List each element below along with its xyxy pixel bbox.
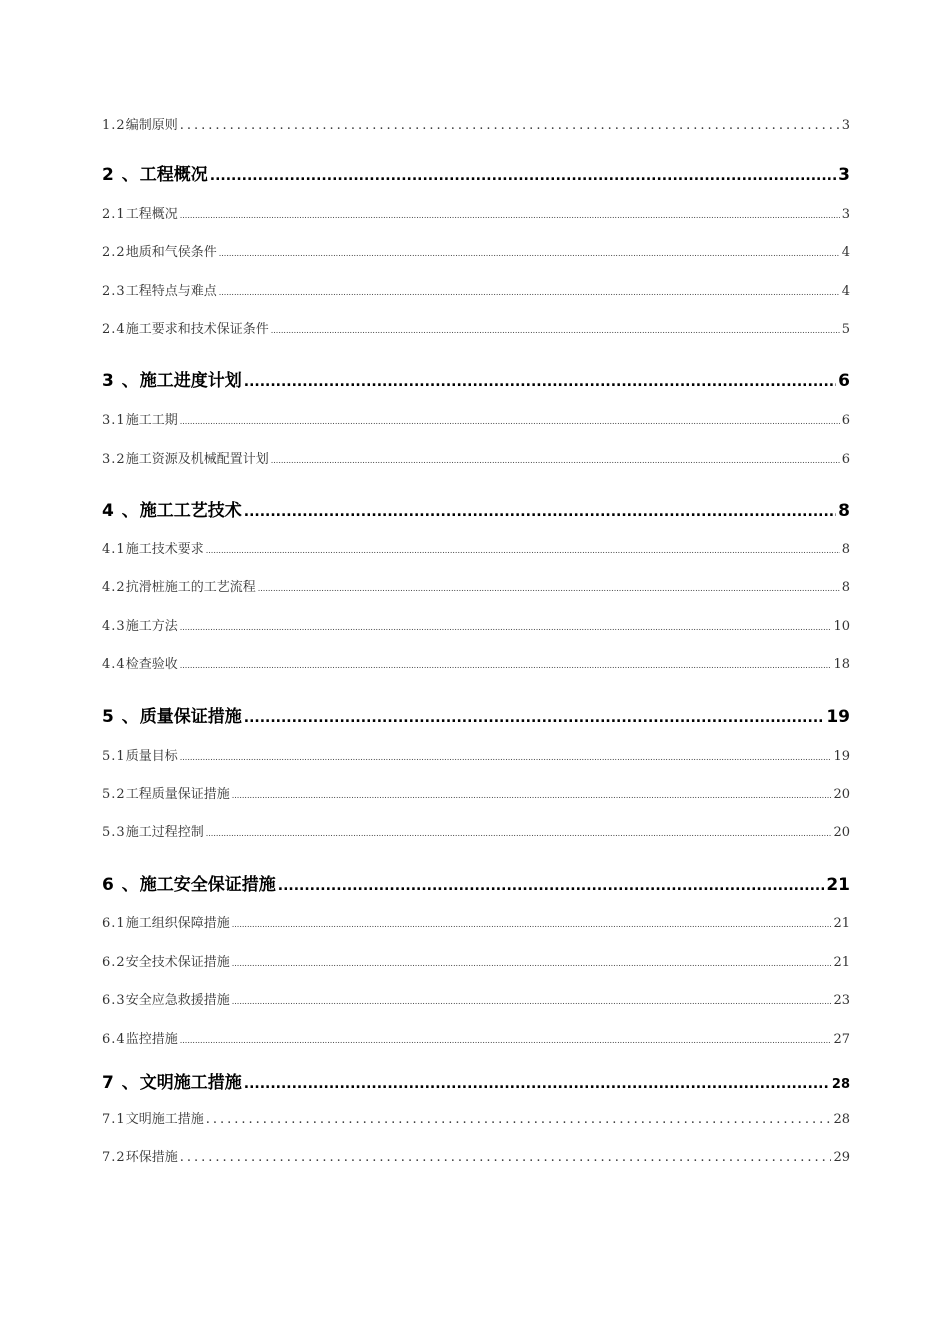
toc-section-entry[interactable]	[102, 114, 850, 133]
toc-entry-number: 2.4	[102, 322, 126, 337]
toc-entry-title: 检查验收	[125, 657, 178, 672]
toc-entry-title: 安全应急救援措施	[125, 993, 230, 1008]
toc-entry-number: 5 、	[102, 707, 140, 727]
toc-entry-number: 3 、	[102, 371, 140, 391]
toc-section-entry[interactable]	[102, 409, 850, 428]
toc-entry-number: 2 、	[102, 165, 140, 185]
toc-page-number: 8	[841, 580, 850, 595]
toc-entry-title: 环保措施	[125, 1150, 178, 1165]
toc-entry-title: 施工技术要求	[125, 542, 204, 557]
toc-dot-leader	[206, 1112, 832, 1127]
toc-entry-number: 6 、	[102, 875, 140, 895]
toc-dot-leader	[180, 118, 840, 133]
toc-entry-number: 2.3	[102, 284, 126, 299]
toc-entry-title: 施工进度计划	[139, 371, 242, 391]
toc-entry-title: 施工过程控制	[125, 825, 204, 840]
toc-entry-title: 施工组织保障措施	[125, 916, 230, 931]
toc-page-number: 10	[833, 619, 850, 634]
toc-entry-title: 工程概况	[125, 207, 178, 222]
toc-dot-leader	[206, 829, 832, 838]
toc-entry-title: 工程特点与难点	[125, 284, 217, 299]
toc-page-number: 4	[841, 284, 850, 299]
toc-entry-title: 监控措施	[125, 1032, 178, 1047]
toc-entry-title: 施工资源及机械配置计划	[125, 452, 269, 467]
toc-page-number: 19	[833, 749, 850, 764]
toc-page-number: 23	[833, 993, 850, 1008]
toc-page-number: 6	[838, 371, 850, 391]
toc-dot-leader	[244, 710, 825, 726]
toc-section-entry[interactable]	[102, 318, 850, 337]
toc-section-entry[interactable]	[102, 1108, 850, 1127]
toc-section-entry[interactable]	[102, 989, 850, 1008]
toc-entry-title: 质量目标	[125, 749, 178, 764]
toc-page-number: 21	[833, 916, 850, 931]
toc-page-number: 20	[833, 787, 850, 802]
toc-section-entry[interactable]	[102, 912, 850, 931]
toc-page-number: 18	[833, 657, 850, 672]
toc-entry-title: 工程质量保证措施	[125, 787, 230, 802]
toc-page-number: 21	[826, 875, 850, 895]
toc-dot-leader	[271, 456, 840, 465]
toc-chapter-entry[interactable]	[102, 702, 850, 727]
toc-section-entry[interactable]	[102, 280, 850, 299]
toc-entry-number: 4 、	[102, 501, 140, 521]
toc-dot-leader	[219, 249, 840, 258]
toc-dot-leader	[180, 1150, 832, 1165]
toc-entry-number: 3.2	[102, 452, 126, 467]
toc-page-number: 6	[841, 413, 850, 428]
toc-page-number: 29	[833, 1150, 850, 1165]
toc-entry-title: 工程概况	[139, 165, 208, 185]
toc-entry-number: 6.1	[102, 916, 126, 931]
toc-entry-title: 文明施工措施	[125, 1112, 204, 1127]
toc-dot-leader	[180, 623, 832, 632]
toc-entry-number: 6.2	[102, 955, 126, 970]
toc-dot-leader	[180, 753, 832, 762]
toc-section-entry[interactable]	[102, 203, 850, 222]
toc-chapter-entry[interactable]	[102, 1068, 850, 1093]
toc-chapter-entry[interactable]	[102, 496, 850, 521]
toc-section-entry[interactable]	[102, 951, 850, 970]
toc-page-number: 28	[833, 1112, 850, 1127]
toc-entry-title: 安全技术保证措施	[125, 955, 230, 970]
toc-entry-number: 3.1	[102, 413, 126, 428]
toc-entry-number: 2.2	[102, 245, 126, 260]
toc-entry-number: 7 、	[102, 1073, 140, 1093]
toc-dot-leader	[244, 374, 836, 390]
toc-dot-leader	[232, 997, 832, 1006]
toc-entry-number: 5.1	[102, 749, 126, 764]
toc-section-entry[interactable]	[102, 576, 850, 595]
toc-entry-title: 施工方法	[125, 619, 178, 634]
toc-dot-leader	[244, 504, 836, 520]
toc-dot-leader	[180, 211, 840, 220]
toc-dot-leader	[232, 959, 832, 968]
toc-dot-leader	[271, 326, 840, 335]
toc-section-entry[interactable]	[102, 538, 850, 557]
toc-page-number: 19	[826, 707, 850, 727]
toc-page-number: 6	[841, 452, 850, 467]
toc-section-entry[interactable]	[102, 241, 850, 260]
toc-section-entry[interactable]	[102, 1146, 850, 1165]
toc-entry-number: 4.4	[102, 657, 126, 672]
toc-section-entry[interactable]	[102, 448, 850, 467]
toc-entry-title: 施工工期	[125, 413, 178, 428]
toc-page-number: 21	[833, 955, 850, 970]
toc-section-entry[interactable]	[102, 783, 850, 802]
toc-page-number: 3	[838, 165, 850, 185]
toc-page-number: 8	[838, 501, 850, 521]
toc-dot-leader	[180, 1036, 832, 1045]
toc-section-entry[interactable]	[102, 615, 850, 634]
toc-entry-title: 施工工艺技术	[139, 501, 242, 521]
toc-entry-title: 地质和气侯条件	[125, 245, 217, 260]
toc-dot-leader	[258, 584, 840, 593]
toc-entry-number: 4.3	[102, 619, 126, 634]
toc-section-entry[interactable]	[102, 821, 850, 840]
toc-page-number: 3	[841, 118, 850, 133]
toc-section-entry[interactable]	[102, 1028, 850, 1047]
toc-chapter-entry[interactable]	[102, 160, 850, 185]
toc-entry-number: 5.3	[102, 825, 126, 840]
toc-chapter-entry[interactable]	[102, 870, 850, 895]
toc-entry-number: 5.2	[102, 787, 126, 802]
toc-page-number: 28	[831, 1077, 850, 1092]
toc-dot-leader	[210, 168, 836, 184]
toc-page-number: 8	[841, 542, 850, 557]
toc-entry-number: 7.1	[102, 1112, 126, 1127]
toc-entry-number: 6.3	[102, 993, 126, 1008]
toc-entry-number: 4.1	[102, 542, 126, 557]
toc-page-number: 4	[841, 245, 850, 260]
toc-dot-leader	[219, 288, 840, 297]
toc-entry-number: 7.2	[102, 1150, 126, 1165]
toc-entry-title: 编制原则	[125, 118, 178, 133]
toc-page-number: 27	[833, 1032, 850, 1047]
toc-page-number: 3	[841, 207, 850, 222]
toc-entry-title: 施工安全保证措施	[139, 875, 276, 895]
toc-section-entry[interactable]	[102, 745, 850, 764]
toc-entry-number: 4.2	[102, 580, 126, 595]
toc-entry-title: 施工要求和技术保证条件	[125, 322, 269, 337]
toc-entry-number: 2.1	[102, 207, 126, 222]
toc-entry-number: 6.4	[102, 1032, 126, 1047]
toc-entry-title: 文明施工措施	[139, 1073, 242, 1093]
toc-dot-leader	[278, 878, 825, 894]
toc-dot-leader	[244, 1076, 830, 1092]
toc-dot-leader	[180, 417, 840, 426]
toc-section-entry[interactable]	[102, 653, 850, 672]
toc-page-number: 5	[841, 322, 850, 337]
toc-chapter-entry[interactable]	[102, 366, 850, 391]
toc-dot-leader	[180, 661, 832, 670]
toc-entry-number: 1.2	[102, 118, 126, 133]
toc-page-number: 20	[833, 825, 850, 840]
toc-entry-title: 抗滑桩施工的工艺流程	[125, 580, 256, 595]
toc-dot-leader	[206, 546, 840, 555]
toc-entry-title: 质量保证措施	[139, 707, 242, 727]
toc-dot-leader	[232, 920, 832, 929]
toc-dot-leader	[232, 791, 832, 800]
